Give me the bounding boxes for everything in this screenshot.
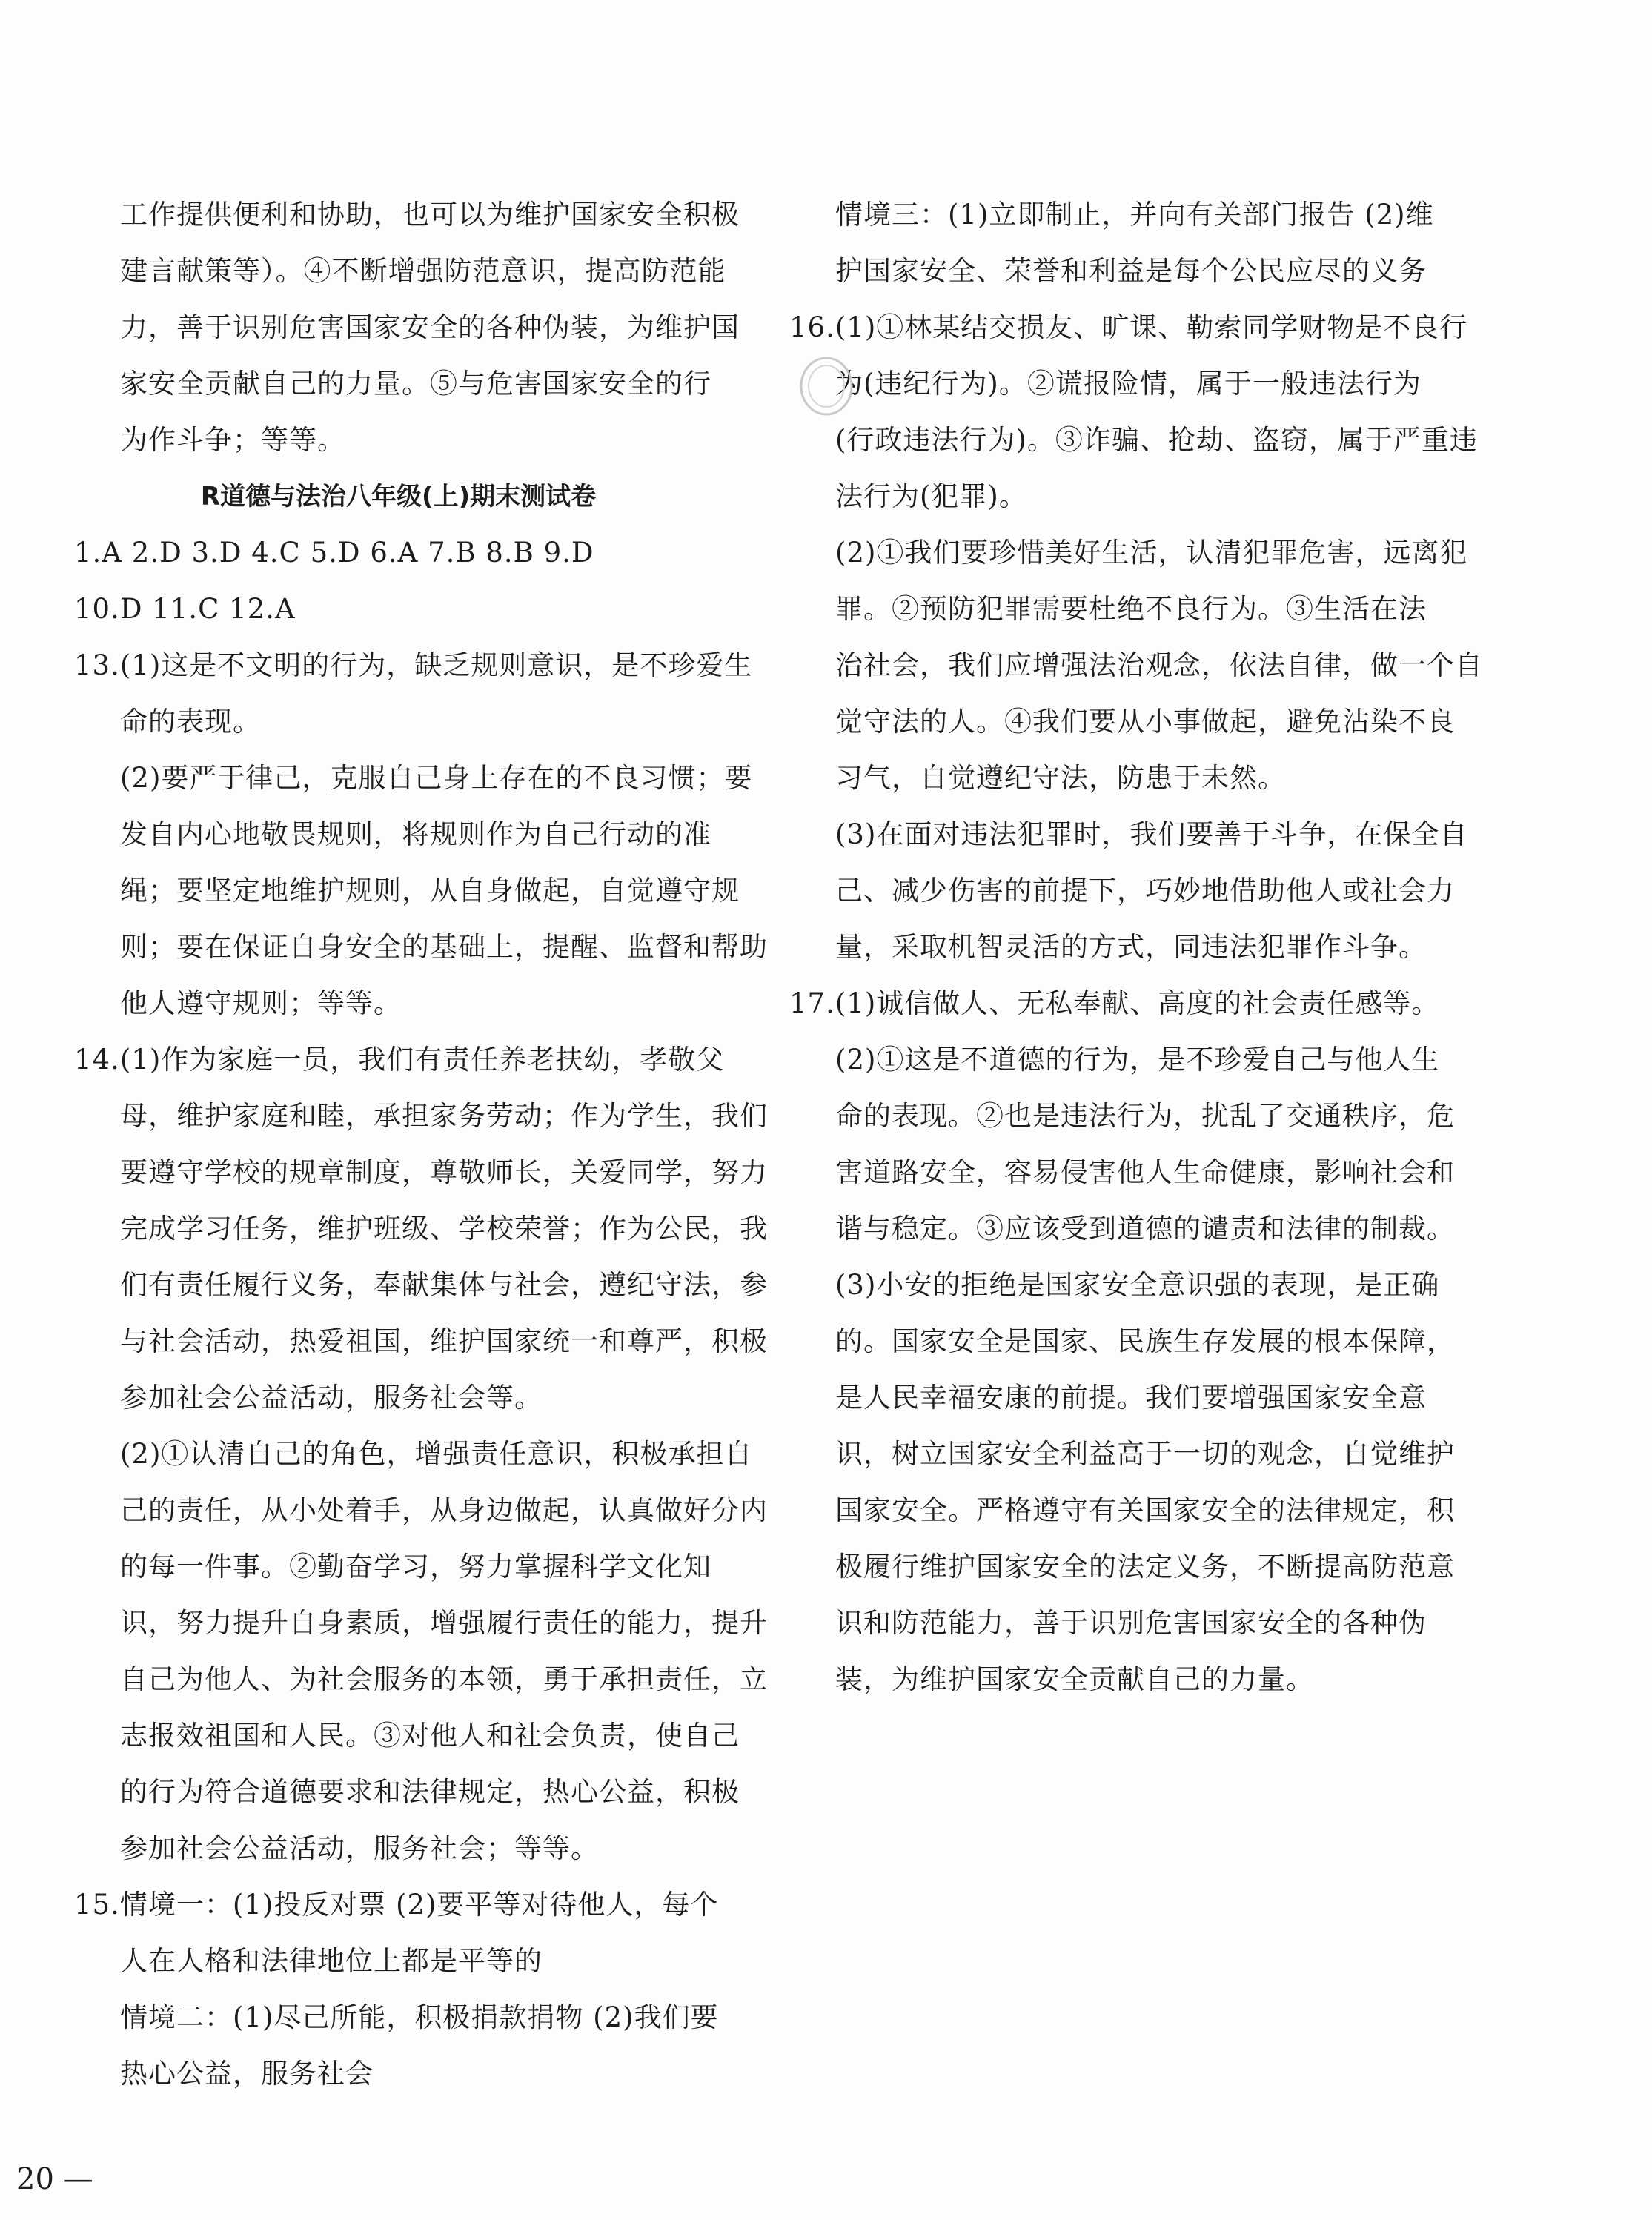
text-line: 护国家安全、荣誉和利益是每个公民应尽的义务 [835,255,1427,287]
text-line: 极履行维护国家安全的法定义务，不断提高防范意 [835,1551,1455,1583]
text-line: 1.A 2.D 3.D 4.C 5.D 6.A 7.B 8.B 9.D [74,537,594,569]
text-line: 工作提供便利和协助，也可以为维护国家安全积极 [120,199,740,231]
text-line: 罪。②预防犯罪需要杜绝不良行为。③生活在法 [835,593,1427,625]
text-line: 热心公益，服务社会 [120,2058,374,2090]
right-column [789,187,1483,1708]
text-line: 母，维护家庭和睦，承担家务劳动；作为学生，我们 [120,1100,768,1132]
text-line: 参加社会公益活动，服务社会等。 [120,1382,543,1414]
question-16-answer [789,299,1483,975]
text-line: 是人民幸福安康的前提。我们要增强国家安全意 [835,1382,1427,1414]
faint-stamp-mark [797,354,856,418]
text-line: 情境三：(1)立即制止，并向有关部门报告 (2)维 [835,199,1434,231]
text-line: (行政违法行为)。③诈骗、抢劫、盗窃，属于严重违 [835,424,1478,456]
text-line: 识，树立国家安全利益高于一切的观念，自觉维护 [835,1438,1455,1470]
text-line: 己的责任，从小处着手，从身边做起，认真做好分内 [120,1494,768,1526]
text-line: 装，为维护国家安全贡献自己的力量。 [835,1663,1314,1695]
text-line: 识，努力提升自身素质，增强履行责任的能力，提升 [120,1607,768,1639]
text-line: 的。国家安全是国家、民族生存发展的根本保障， [835,1325,1455,1357]
question-13-answer [74,637,768,1032]
text-line: 参加社会公益活动，服务社会；等等。 [120,1832,599,1864]
text-line: 法行为(犯罪)。 [835,480,1027,512]
question-14-answer [74,1032,768,1877]
text-line: 家安全贡献自己的力量。⑤与危害国家安全的行 [120,368,711,400]
text-line: 16.(1)①林某结交损友、旷课、勒索同学财物是不良行 [789,311,1468,343]
text-line: 识和防范能力，善于识别危害国家安全的各种伪 [835,1607,1427,1639]
text-line: (2)①我们要珍惜美好生活，认清犯罪危害，远离犯 [835,537,1468,569]
text-line: 为作斗争；等等。 [120,424,345,456]
text-line: 命的表现。②也是违法行为，扰乱了交通秩序，危 [835,1100,1455,1132]
text-line: 习气，自觉遵纪守法，防患于未然。 [835,762,1286,794]
page-number: 20 — [16,2162,93,2196]
text-line: 为(违纪行为)。②谎报险情，属于一般违法行为 [835,368,1422,400]
text-line: 命的表现。 [120,706,261,738]
text-line: 觉守法的人。④我们要从小事做起，避免沾染不良 [835,706,1455,738]
text-line: 发自内心地敬畏规则，将规则作为自己行动的准 [120,818,711,850]
text-line: 情境二：(1)尽己所能，积极捐款捐物 (2)我们要 [120,2001,719,2033]
text-line: 17.(1)诚信做人、无私奉献、高度的社会责任感等。 [789,987,1440,1019]
question-17-answer [789,975,1455,1708]
text-line: 完成学习任务，维护班级、学校荣誉；作为公民，我 [120,1213,768,1245]
question-15-situation-3 [789,187,1434,299]
text-line: 的每一件事。②勤奋学习，努力掌握科学文化知 [120,1551,711,1583]
text-line: 自己为他人、为社会服务的本领，勇于承担责任，立 [120,1663,768,1695]
text-line: 的行为符合道德要求和法律规定，热心公益，积极 [120,1776,740,1808]
text-line: (3)小安的拒绝是国家安全意识强的表现，是正确 [835,1269,1440,1301]
text-line: 谐与稳定。③应该受到道德的谴责和法律的制裁。 [835,1213,1455,1245]
text-line: 与社会活动，热爱祖国，维护国家统一和尊严，积极 [120,1325,768,1357]
text-line: (3)在面对违法犯罪时，我们要善于斗争，在保全自 [835,818,1468,850]
text-line: (2)①这是不道德的行为，是不珍爱自己与他人生 [835,1044,1440,1076]
text-line: 人在人格和法律地位上都是平等的 [120,1945,543,1977]
text-line: 量，采取机智灵活的方式，同违法犯罪作斗争。 [835,931,1427,963]
section-title: R道德与法治八年级(上)期末测试卷 [200,482,597,511]
text-line: 治社会，我们应增强法治观念，依法自律，做一个自 [835,649,1483,681]
text-line: 害道路安全，容易侵害他人生命健康，影响社会和 [835,1156,1455,1188]
text-line: 要遵守学校的规章制度，尊敬师长，关爱同学，努力 [120,1156,768,1188]
question-15-answer [74,1877,719,2102]
text-line: (2)要严于律己，克服自己身上存在的不良习惯；要 [120,762,753,794]
text-line: 力，善于识别危害国家安全的各种伪装，为维护国 [120,311,740,343]
text-line: (2)①认清自己的角色，增强责任意识，积极承担自 [120,1438,753,1470]
multiple-choice-answers [74,525,693,637]
continued-answer [74,187,740,468]
text-line: 绳；要坚定地维护规则，从自身做起，自觉遵守规 [120,875,740,907]
text-line: 10.D 11.C 12.A [74,593,296,625]
text-line: 14.(1)作为家庭一员，我们有责任养老扶幼，孝敬父 [74,1044,725,1076]
text-line: 国家安全。严格遵守有关国家安全的法律规定，积 [835,1494,1455,1526]
text-line: 志报效祖国和人民。③对他人和社会负责，使自己 [120,1720,740,1752]
text-line: 们有责任履行义务，奉献集体与社会，遵纪守法，参 [120,1269,768,1301]
text-line: 13.(1)这是不文明的行为，缺乏规则意识，是不珍爱生 [74,649,753,681]
text-line: 15.情境一：(1)投反对票 (2)要平等对待他人，每个 [74,1889,719,1921]
text-line: 建言献策等）。④不断增强防范意识，提高防范能 [120,255,726,287]
text-line: 己、减少伤害的前提下，巧妙地借助他人或社会力 [835,875,1455,907]
text-line: 他人遵守规则；等等。 [120,987,402,1019]
text-line: 则；要在保证自身安全的基础上，提醒、监督和帮助 [120,931,768,963]
left-column [74,187,768,2102]
